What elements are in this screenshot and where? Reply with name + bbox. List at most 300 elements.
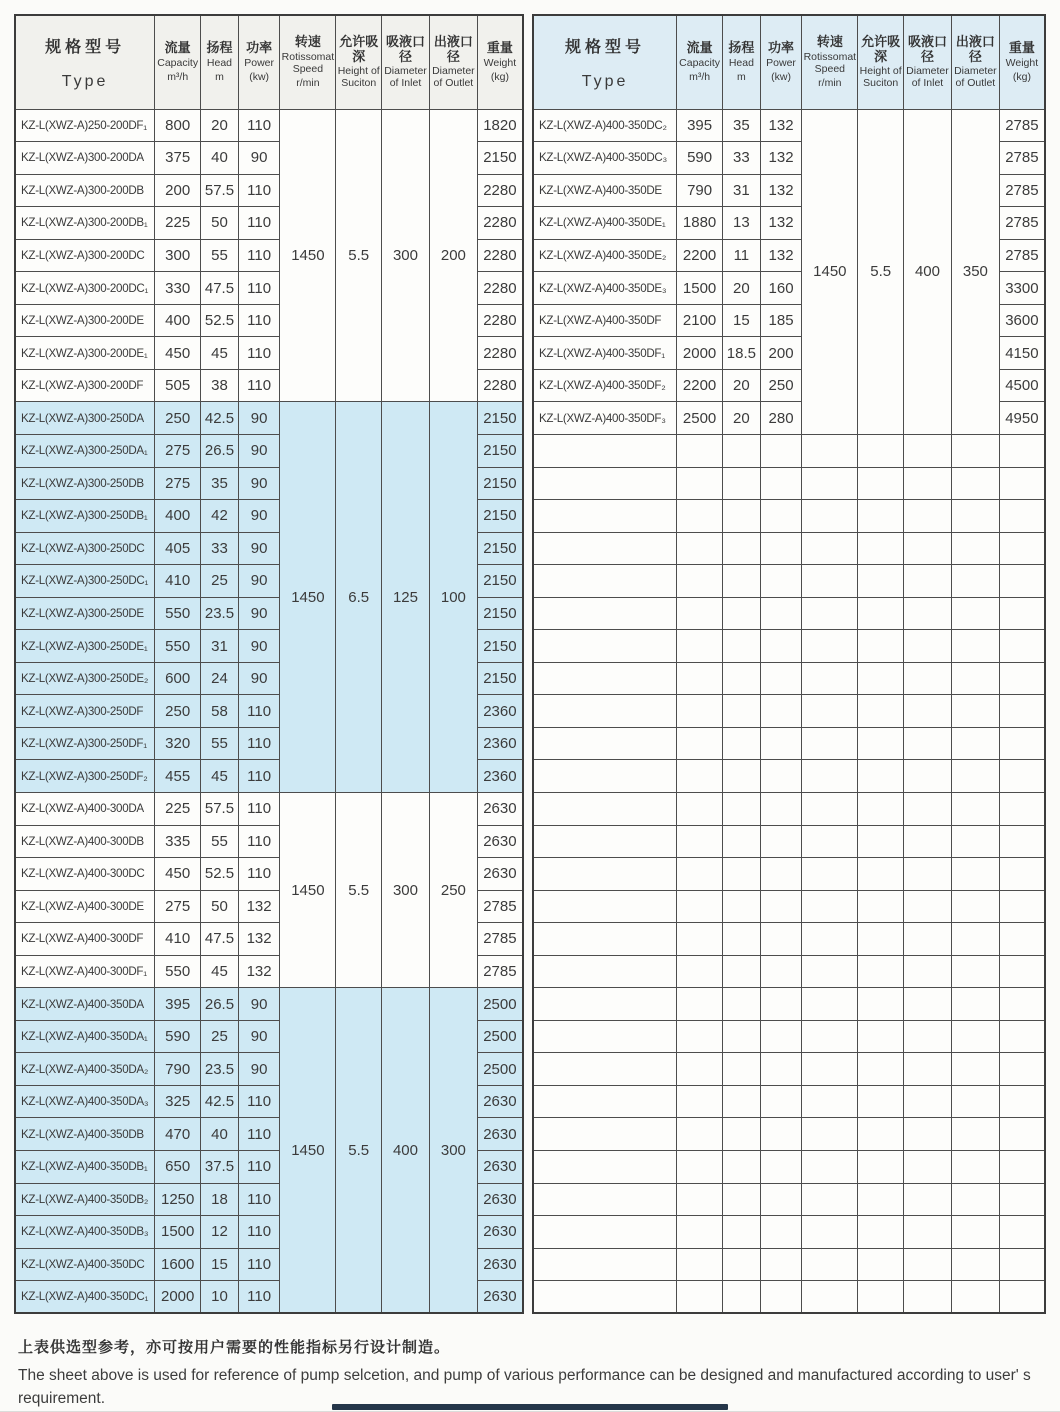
cell-power: 185 [760, 304, 802, 337]
cell-type: KZ-L(XWZ-A)400-350DA₁ [15, 1020, 155, 1053]
empty-cell [999, 1248, 1045, 1281]
header-label-en: Diameter of Outlet [954, 65, 997, 90]
cell-capacity: 550 [155, 630, 201, 663]
cell-power: 90 [238, 597, 280, 630]
empty-cell [858, 695, 904, 728]
cell-capacity: 325 [155, 1085, 201, 1118]
empty-row [533, 1281, 1045, 1314]
cell-weight: 2360 [477, 727, 523, 760]
cell-head: 50 [201, 890, 239, 923]
cell-type: KZ-L(XWZ-A)400-350DC₁ [15, 1281, 155, 1314]
cell-head: 42 [201, 500, 239, 533]
header-label-unit: (kg) [490, 70, 509, 83]
header-label-cn: 流量 [686, 40, 713, 56]
empty-cell [999, 988, 1045, 1021]
cell-head: 47.5 [201, 923, 239, 956]
header-label-en: Height of Suciton [337, 65, 380, 90]
empty-cell [951, 532, 999, 565]
empty-cell [904, 760, 952, 793]
header-label-cn: 转速 [294, 34, 321, 50]
empty-cell [723, 923, 761, 956]
cell-power: 90 [238, 662, 280, 695]
empty-row [533, 695, 1045, 728]
empty-cell [760, 727, 802, 760]
empty-cell [723, 760, 761, 793]
empty-cell [802, 890, 858, 923]
cell-head: 33 [723, 142, 761, 175]
header-label-cn: 流量 [164, 40, 191, 56]
empty-cell [802, 467, 858, 500]
col-header-suction [858, 15, 904, 109]
cell-weight: 2630 [477, 1151, 523, 1184]
cell-head: 38 [201, 369, 239, 402]
empty-cell [858, 662, 904, 695]
cell-head: 57.5 [201, 174, 239, 207]
cell-weight: 2630 [477, 792, 523, 825]
empty-cell [760, 1151, 802, 1184]
empty-cell [677, 825, 723, 858]
empty-cell [760, 858, 802, 891]
cell-inlet: 400 [382, 988, 430, 1313]
empty-cell [802, 1085, 858, 1118]
empty-cell [760, 955, 802, 988]
empty-cell [723, 662, 761, 695]
empty-cell [677, 532, 723, 565]
cell-type: KZ-L(XWZ-A)400-300DE [15, 890, 155, 923]
empty-cell [723, 565, 761, 598]
bottom-bar [332, 1404, 728, 1410]
empty-row [533, 1118, 1045, 1151]
empty-cell [858, 1216, 904, 1249]
col-header-weight [477, 15, 523, 109]
empty-cell [802, 1020, 858, 1053]
col-header-capacity [677, 15, 723, 109]
empty-cell [760, 467, 802, 500]
empty-cell [723, 825, 761, 858]
empty-cell [533, 890, 677, 923]
header-label-cn: 出液口径 [955, 33, 995, 64]
cell-head: 52.5 [201, 304, 239, 337]
empty-row [533, 630, 1045, 663]
empty-cell [951, 760, 999, 793]
empty-cell [951, 858, 999, 891]
empty-row [533, 727, 1045, 760]
cell-head: 23.5 [201, 597, 239, 630]
cell-weight: 4150 [999, 337, 1045, 370]
cell-type: KZ-L(XWZ-A)400-300DF [15, 923, 155, 956]
cell-outlet: 100 [429, 402, 477, 793]
empty-cell [723, 467, 761, 500]
empty-cell [951, 630, 999, 663]
cell-capacity: 470 [155, 1118, 201, 1151]
footer-note [18, 1336, 1042, 1410]
cell-type: KZ-L(XWZ-A)400-350DF [533, 304, 677, 337]
cell-power: 110 [238, 825, 280, 858]
empty-cell [858, 1183, 904, 1216]
cell-head: 45 [201, 760, 239, 793]
empty-cell [802, 1118, 858, 1151]
empty-cell [904, 1183, 952, 1216]
col-header-outlet [951, 15, 999, 109]
empty-cell [677, 597, 723, 630]
header-label-en: Height of Suciton [859, 65, 902, 90]
cell-power: 110 [238, 1085, 280, 1118]
cell-weight: 2785 [477, 890, 523, 923]
cell-weight: 3300 [999, 272, 1045, 305]
empty-cell [677, 1085, 723, 1118]
cell-head: 58 [201, 695, 239, 728]
cell-weight: 2630 [477, 1085, 523, 1118]
table-row [15, 988, 523, 1021]
empty-row [533, 467, 1045, 500]
cell-head: 25 [201, 565, 239, 598]
cell-head: 18.5 [723, 337, 761, 370]
empty-cell [677, 1020, 723, 1053]
empty-cell [677, 1118, 723, 1151]
header-label-cn: 重量 [1008, 40, 1035, 56]
header-label-cn: 重量 [486, 40, 513, 56]
empty-cell [533, 1216, 677, 1249]
cell-weight: 2280 [477, 207, 523, 240]
empty-cell [723, 1183, 761, 1216]
cell-head: 12 [201, 1216, 239, 1249]
cell-weight: 2150 [477, 630, 523, 663]
empty-cell [858, 630, 904, 663]
cell-type: KZ-L(XWZ-A)400-350DB₃ [15, 1216, 155, 1249]
cell-capacity: 1500 [677, 272, 723, 305]
cell-capacity: 275 [155, 434, 201, 467]
empty-cell [858, 500, 904, 533]
cell-speed: 1450 [280, 402, 336, 793]
empty-cell [723, 500, 761, 533]
empty-cell [533, 955, 677, 988]
cell-weight: 2150 [477, 142, 523, 175]
cell-power: 110 [238, 760, 280, 793]
cell-head: 15 [723, 304, 761, 337]
col-header-speed [280, 15, 336, 109]
cell-weight: 2280 [477, 272, 523, 305]
empty-cell [904, 1248, 952, 1281]
cell-type: KZ-L(XWZ-A)300-200DB₁ [15, 207, 155, 240]
empty-cell [858, 1248, 904, 1281]
empty-cell [802, 1151, 858, 1184]
empty-cell [760, 1020, 802, 1053]
empty-cell [951, 923, 999, 956]
cell-capacity: 395 [155, 988, 201, 1021]
empty-row [533, 1216, 1045, 1249]
cell-power: 132 [760, 142, 802, 175]
empty-cell [677, 988, 723, 1021]
cell-weight: 3600 [999, 304, 1045, 337]
empty-cell [951, 695, 999, 728]
cell-weight: 2280 [477, 239, 523, 272]
header-label-en: Weight [1005, 57, 1039, 70]
cell-head: 35 [201, 467, 239, 500]
cell-suction: 5.5 [336, 109, 382, 402]
cell-capacity: 1500 [155, 1216, 201, 1249]
cell-power: 90 [238, 630, 280, 663]
empty-row [533, 923, 1045, 956]
cell-power: 110 [238, 109, 280, 142]
cell-outlet: 200 [429, 109, 477, 402]
cell-power: 280 [760, 402, 802, 435]
empty-cell [723, 890, 761, 923]
cell-head: 40 [201, 142, 239, 175]
cell-capacity: 800 [155, 109, 201, 142]
table-row [533, 109, 1045, 142]
empty-cell [904, 662, 952, 695]
cell-type: KZ-L(XWZ-A)300-200DF [15, 369, 155, 402]
cell-head: 55 [201, 239, 239, 272]
table-row [15, 402, 523, 435]
empty-cell [533, 1151, 677, 1184]
empty-cell [999, 727, 1045, 760]
cell-power: 132 [760, 174, 802, 207]
cell-head: 25 [201, 1020, 239, 1053]
empty-cell [802, 923, 858, 956]
empty-cell [802, 1248, 858, 1281]
empty-cell [723, 630, 761, 663]
cell-type: KZ-L(XWZ-A)400-300DC [15, 858, 155, 891]
empty-row [533, 500, 1045, 533]
empty-cell [802, 760, 858, 793]
cell-type: KZ-L(XWZ-A)300-200DE₁ [15, 337, 155, 370]
cell-type: KZ-L(XWZ-A)300-250DF₁ [15, 727, 155, 760]
empty-cell [760, 1248, 802, 1281]
empty-cell [723, 1118, 761, 1151]
empty-cell [904, 500, 952, 533]
empty-cell [677, 727, 723, 760]
empty-cell [533, 532, 677, 565]
footer-note-cn: 上表供选型参考，亦可按用户需要的性能指标另行设计制造。 [18, 1339, 451, 1357]
empty-cell [723, 597, 761, 630]
empty-cell [904, 858, 952, 891]
cell-power: 132 [760, 239, 802, 272]
header-label-cn: 吸液口径 [907, 33, 947, 64]
empty-cell [723, 1216, 761, 1249]
empty-cell [760, 1118, 802, 1151]
empty-row [533, 1183, 1045, 1216]
empty-cell [533, 825, 677, 858]
empty-cell [904, 1053, 952, 1086]
empty-cell [858, 858, 904, 891]
empty-cell [723, 988, 761, 1021]
table-row [15, 792, 523, 825]
empty-cell [760, 825, 802, 858]
cell-head: 35 [723, 109, 761, 142]
cell-speed: 1450 [280, 109, 336, 402]
cell-type: KZ-L(XWZ-A)400-350DE [533, 174, 677, 207]
header-label-unit: m [737, 70, 746, 83]
cell-capacity: 2200 [677, 369, 723, 402]
empty-row [533, 565, 1045, 598]
cell-head: 13 [723, 207, 761, 240]
cell-type: KZ-L(XWZ-A)300-250DE₁ [15, 630, 155, 663]
empty-cell [723, 955, 761, 988]
cell-weight: 2280 [477, 174, 523, 207]
empty-cell [951, 1248, 999, 1281]
cell-capacity: 455 [155, 760, 201, 793]
empty-cell [723, 532, 761, 565]
cell-type: KZ-L(XWZ-A)300-250DF₂ [15, 760, 155, 793]
cell-power: 132 [760, 207, 802, 240]
cell-capacity: 450 [155, 858, 201, 891]
header-label-en: Weight [483, 57, 517, 70]
cell-head: 40 [201, 1118, 239, 1151]
empty-cell [904, 792, 952, 825]
cell-type: KZ-L(XWZ-A)400-350DA₂ [15, 1053, 155, 1086]
cell-capacity: 410 [155, 565, 201, 598]
empty-cell [999, 1281, 1045, 1314]
empty-cell [723, 792, 761, 825]
cell-power: 90 [238, 1053, 280, 1086]
cell-weight: 2785 [999, 142, 1045, 175]
empty-cell [677, 955, 723, 988]
cell-weight: 2280 [477, 337, 523, 370]
empty-cell [999, 760, 1045, 793]
empty-cell [951, 890, 999, 923]
empty-row [533, 532, 1045, 565]
cell-power: 110 [238, 858, 280, 891]
empty-cell [760, 1216, 802, 1249]
cell-capacity: 505 [155, 369, 201, 402]
cell-capacity: 225 [155, 207, 201, 240]
cell-type: KZ-L(XWZ-A)400-350DC₃ [533, 142, 677, 175]
empty-cell [760, 532, 802, 565]
cell-suction: 5.5 [336, 988, 382, 1313]
cell-capacity: 405 [155, 532, 201, 565]
empty-cell [802, 532, 858, 565]
cell-capacity: 275 [155, 467, 201, 500]
header-label-en: Power [244, 57, 274, 70]
header-label-cn: 出液口径 [433, 33, 473, 64]
empty-cell [951, 565, 999, 598]
empty-cell [951, 955, 999, 988]
empty-cell [904, 1118, 952, 1151]
cell-type: KZ-L(XWZ-A)300-250DB₁ [15, 500, 155, 533]
cell-head: 31 [723, 174, 761, 207]
header-type-label-cn: 规格型号 [565, 38, 646, 56]
cell-capacity: 2000 [155, 1281, 201, 1314]
cell-suction: 6.5 [336, 402, 382, 793]
col-header-power [760, 15, 802, 109]
cell-head: 24 [201, 662, 239, 695]
cell-type: KZ-L(XWZ-A)300-250DE [15, 597, 155, 630]
empty-cell [677, 565, 723, 598]
cell-type: KZ-L(XWZ-A)400-350DC₂ [533, 109, 677, 142]
empty-cell [802, 695, 858, 728]
header-label-unit: (kg) [1012, 70, 1031, 83]
empty-row [533, 1020, 1045, 1053]
cell-capacity: 410 [155, 923, 201, 956]
cell-power: 110 [238, 695, 280, 728]
cell-power: 110 [238, 369, 280, 402]
cell-weight: 2630 [477, 825, 523, 858]
empty-cell [533, 1053, 677, 1086]
empty-cell [951, 825, 999, 858]
empty-cell [533, 434, 677, 467]
cell-weight: 2150 [477, 532, 523, 565]
header-label-unit: (kw) [771, 70, 791, 83]
col-header-type [15, 15, 155, 109]
tables-container [14, 14, 1046, 1314]
empty-cell [723, 1151, 761, 1184]
empty-cell [999, 890, 1045, 923]
empty-cell [760, 1183, 802, 1216]
header-label-en: Capacity [157, 57, 199, 70]
footer-note-en: The sheet above is used for reference of pump selcetion, and pump of various performance can be designed and manufactured according to user' s requirement. [18, 1367, 1031, 1407]
empty-cell [858, 467, 904, 500]
empty-row [533, 1151, 1045, 1184]
cell-type: KZ-L(XWZ-A)400-300DB [15, 825, 155, 858]
empty-row [533, 760, 1045, 793]
cell-type: KZ-L(XWZ-A)300-250DF [15, 695, 155, 728]
cell-capacity: 395 [677, 109, 723, 142]
cell-weight: 2785 [477, 955, 523, 988]
header-label-en: Rotissomat Speed [281, 51, 335, 75]
cell-power: 90 [238, 988, 280, 1021]
cell-power: 250 [760, 369, 802, 402]
header-label-en: Capacity [679, 57, 720, 70]
empty-cell [858, 1020, 904, 1053]
cell-type: KZ-L(XWZ-A)400-350DF₃ [533, 402, 677, 435]
cell-power: 110 [238, 337, 280, 370]
cell-capacity: 250 [155, 695, 201, 728]
header-label-unit: (kw) [249, 70, 270, 83]
cell-type: KZ-L(XWZ-A)300-250DC [15, 532, 155, 565]
empty-cell [760, 565, 802, 598]
empty-cell [858, 565, 904, 598]
cell-capacity: 300 [155, 239, 201, 272]
cell-type: KZ-L(XWZ-A)400-350DF₁ [533, 337, 677, 370]
cell-head: 57.5 [201, 792, 239, 825]
empty-cell [533, 1020, 677, 1053]
empty-cell [760, 760, 802, 793]
empty-cell [677, 1248, 723, 1281]
cell-capacity: 790 [677, 174, 723, 207]
empty-cell [858, 1053, 904, 1086]
empty-cell [951, 988, 999, 1021]
empty-row [533, 662, 1045, 695]
empty-cell [760, 662, 802, 695]
header-label-cn: 扬程 [206, 40, 233, 56]
cell-type: KZ-L(XWZ-A)400-350DF₂ [533, 369, 677, 402]
header-label-en: Diameter of Inlet [906, 65, 949, 90]
cell-type: KZ-L(XWZ-A)300-200DB [15, 174, 155, 207]
cell-power: 90 [238, 500, 280, 533]
cell-capacity: 1880 [677, 207, 723, 240]
empty-cell [677, 858, 723, 891]
empty-cell [858, 727, 904, 760]
cell-weight: 2785 [999, 207, 1045, 240]
empty-cell [533, 1248, 677, 1281]
empty-row [533, 1053, 1045, 1086]
cell-power: 110 [238, 239, 280, 272]
cell-weight: 2785 [999, 239, 1045, 272]
empty-cell [677, 1053, 723, 1086]
cell-type: KZ-L(XWZ-A)300-250DE₂ [15, 662, 155, 695]
empty-cell [904, 988, 952, 1021]
empty-cell [858, 988, 904, 1021]
cell-type: KZ-L(XWZ-A)400-300DA [15, 792, 155, 825]
cell-type: KZ-L(XWZ-A)400-350DE₁ [533, 207, 677, 240]
cell-capacity: 550 [155, 597, 201, 630]
cell-head: 55 [201, 727, 239, 760]
cell-weight: 2785 [999, 174, 1045, 207]
cell-power: 110 [238, 1281, 280, 1314]
empty-cell [723, 1085, 761, 1118]
cell-type: KZ-L(XWZ-A)400-300DF₁ [15, 955, 155, 988]
